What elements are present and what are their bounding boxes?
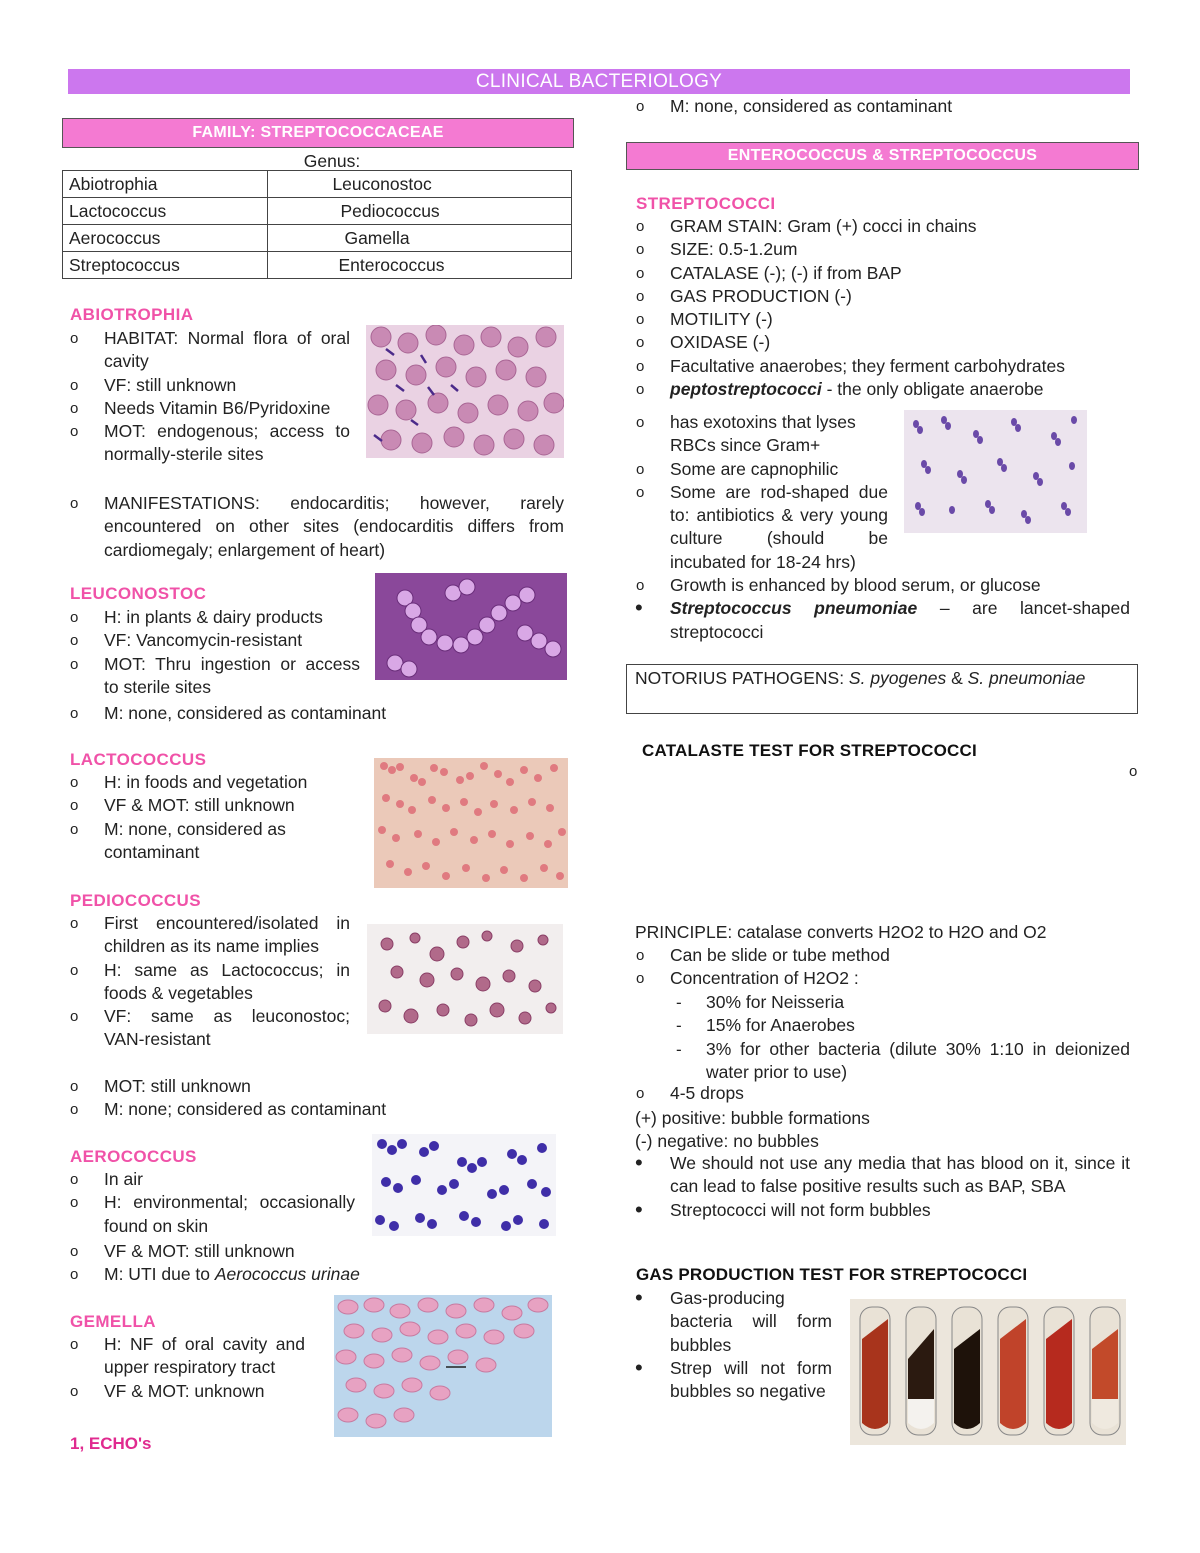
list-item: o VF: still unknown bbox=[68, 374, 350, 397]
list-item: o VF & MOT: unknown bbox=[68, 1380, 305, 1403]
list-item: o VF: Vancomycin-resistant bbox=[68, 629, 360, 652]
pediococcus-title: PEDIOCOCCUS bbox=[70, 891, 201, 910]
micrograph-image bbox=[366, 325, 564, 458]
leuconostoc-title: LEUCONOSTOC bbox=[70, 584, 207, 603]
streptococci-list bbox=[634, 215, 1130, 401]
peptostreptococci-term: peptostreptococci bbox=[670, 379, 822, 400]
abiotrophia-list bbox=[68, 327, 350, 467]
genus-cell: Lactococcus bbox=[63, 198, 268, 225]
genus-label: Genus: bbox=[303, 151, 361, 171]
list-item: - 30% for Neisseria bbox=[670, 991, 1130, 1014]
list-item: o M: none, considered as contaminant bbox=[68, 702, 488, 725]
list-item: - 15% for Anaerobes bbox=[670, 1014, 1130, 1037]
gemella-list bbox=[68, 1333, 305, 1403]
streptococci-list-2 bbox=[634, 411, 888, 574]
list-item: o M: none, considered as contaminant bbox=[68, 818, 348, 865]
list-item: o MOT: Thru ingestion or access to sterile sites bbox=[68, 653, 360, 700]
list-item: o Can be slide or tube method bbox=[634, 944, 1130, 967]
footer-note: 1, ECHO's bbox=[70, 1434, 152, 1453]
table-row bbox=[63, 198, 572, 225]
list-item: o HABITAT: Normal flora of oral cavity bbox=[68, 327, 350, 374]
list-item: o VF & MOT: still unknown bbox=[68, 794, 348, 817]
list-item: o MOT: still unknown bbox=[68, 1075, 488, 1098]
list-item: o Some are rod-shaped due to: antibiotics & very young culture (should be incubated for 18-24 hrs) bbox=[634, 481, 888, 574]
list-item: o VF: same as leuconostoc; VAN-resistant bbox=[68, 1005, 350, 1052]
genus-cell: Pediococcus bbox=[268, 198, 572, 225]
list-item: o GAS PRODUCTION (-) bbox=[634, 285, 1130, 308]
list-item: o SIZE: 0.5-1.2um bbox=[634, 238, 1130, 261]
catalase-negative: (-) negative: no bubbles bbox=[635, 1131, 819, 1151]
catalase-bullets bbox=[634, 1152, 1130, 1222]
genus-cell: Abiotrophia bbox=[63, 171, 268, 198]
pediococcus-list-2 bbox=[68, 1075, 488, 1122]
list-item: • We should not use any media that has blood on it, since it can lead to false positive results such as BAP, SBA bbox=[634, 1152, 1130, 1199]
enterococcus-streptococcus-header: ENTEROCOCCUS & STREPTOCOCCUS bbox=[626, 142, 1139, 170]
list-item: o GRAM STAIN: Gram (+) cocci in chains bbox=[634, 215, 1130, 238]
list-item: o Needs Vitamin B6/Pyridoxine bbox=[68, 397, 350, 420]
streptococci-micrograph bbox=[904, 410, 1087, 533]
micrograph-image bbox=[367, 924, 563, 1034]
catalase-drops bbox=[634, 1082, 1130, 1105]
aerococcus-list bbox=[68, 1168, 355, 1238]
gas-bullets bbox=[634, 1287, 832, 1403]
lactococcus-list bbox=[68, 771, 348, 864]
list-item: o M: none; considered as contaminant bbox=[68, 1098, 488, 1121]
aerococcus-m-text: M: UTI due to bbox=[104, 1264, 215, 1285]
leuconostoc-list-2 bbox=[68, 702, 488, 725]
list-item: o In air bbox=[68, 1168, 355, 1191]
micrograph-image bbox=[334, 1295, 552, 1437]
catalase-title: CATALASTE TEST FOR STREPTOCOCCI bbox=[642, 741, 977, 760]
list-item: o H: in foods and vegetation bbox=[68, 771, 348, 794]
tubes-image bbox=[850, 1299, 1126, 1445]
catalase-principle: PRINCIPLE: catalase converts H2O2 to H2O and O2 bbox=[635, 922, 1047, 942]
list-item: o First encountered/isolated in children as its name implies bbox=[68, 912, 350, 959]
list-item: o H: same as Lactococcus; in foods & vegetables bbox=[68, 959, 350, 1006]
genus-cell: Gamella bbox=[268, 225, 572, 252]
genus-cell: Streptococcus bbox=[63, 252, 268, 279]
aerococcus-species: Aerococcus urinae bbox=[214, 1264, 360, 1285]
list-item bbox=[68, 1263, 488, 1286]
catalase-positive: (+) positive: bubble formations bbox=[635, 1108, 870, 1128]
micrograph-image bbox=[374, 758, 568, 888]
list-item: • Streptococci will not form bubbles bbox=[634, 1199, 1130, 1222]
lactococcus-title: LACTOCOCCUS bbox=[70, 750, 207, 769]
list-item: o H: environmental; occasionally found on skin bbox=[68, 1191, 355, 1238]
genus-cell: Aerococcus bbox=[63, 225, 268, 252]
streptococci-list-3 bbox=[634, 574, 1130, 644]
abiotrophia-title: ABIOTROPHIA bbox=[70, 305, 194, 324]
list-item: o OXIDASE (-) bbox=[634, 331, 1130, 354]
pneumoniae-term: Streptococcus pneumoniae bbox=[670, 598, 918, 619]
list-item: o 4-5 drops bbox=[634, 1082, 1130, 1105]
list-item: o Some are capnophilic bbox=[634, 458, 888, 481]
list-item: o Facultative anaerobes; they ferment carbohydrates bbox=[634, 355, 1130, 378]
streptococci-title: STREPTOCOCCI bbox=[636, 194, 776, 213]
table-row bbox=[63, 225, 572, 252]
list-item: o MANIFESTATIONS: endocarditis; however, rarely encountered on other sites (endocarditis differs from cardiomegaly; enlargement of heart) bbox=[68, 492, 564, 562]
leuconostoc-micrograph bbox=[375, 573, 567, 680]
abiotrophia-micrograph bbox=[366, 325, 564, 458]
concentration-list bbox=[670, 991, 1130, 1084]
list-item: o H: in plants & dairy products bbox=[68, 606, 360, 629]
list-item: o M: none, considered as contaminant bbox=[634, 95, 1134, 118]
abiotrophia-list-2 bbox=[68, 492, 564, 562]
notorious-label: NOTORIUS PATHOGENS: bbox=[635, 668, 849, 688]
catalase-list bbox=[634, 944, 1130, 991]
pediococcus-list bbox=[68, 912, 350, 1052]
family-header: FAMILY: STREPTOCOCCACEAE bbox=[62, 118, 574, 148]
gemella-title: GEMELLA bbox=[70, 1312, 156, 1331]
list-item: o Concentration of H2O2 : bbox=[634, 967, 1130, 990]
list-item bbox=[634, 378, 1130, 401]
gas-test-title: GAS PRODUCTION TEST FOR STREPTOCOCCI bbox=[636, 1265, 1028, 1284]
pediococcus-micrograph bbox=[367, 924, 563, 1034]
list-item: • Strep will not form bubbles so negative bbox=[634, 1357, 832, 1404]
micrograph-image bbox=[372, 1134, 556, 1236]
gas-test-tubes-photo bbox=[850, 1299, 1126, 1445]
pathogen-pneumoniae: S. pneumoniae bbox=[967, 668, 1086, 688]
table-row bbox=[63, 252, 572, 279]
list-item: o has exotoxins that lyses RBCs since Gram+ bbox=[634, 411, 888, 458]
genus-table bbox=[62, 170, 572, 279]
list-item: o H: NF of oral cavity and upper respiratory tract bbox=[68, 1333, 305, 1380]
micrograph-image bbox=[375, 573, 567, 680]
notorious-pathogens-box bbox=[626, 664, 1138, 714]
peptostreptococci-desc: - the only obligate anaerobe bbox=[821, 379, 1044, 400]
lactococcus-micrograph bbox=[374, 758, 568, 888]
list-item: o MOTILITY (-) bbox=[634, 308, 1130, 331]
list-item bbox=[634, 597, 1130, 644]
pathogen-pyogenes: S. pyogenes bbox=[848, 668, 947, 688]
micrograph-image bbox=[904, 410, 1087, 533]
notorious-and: & bbox=[946, 668, 968, 688]
genus-cell: Enterococcus bbox=[268, 252, 572, 279]
list-item: o CATALASE (-); (-) if from BAP bbox=[634, 262, 1130, 285]
list-item: o Growth is enhanced by blood serum, or glucose bbox=[634, 574, 1130, 597]
aerococcus-micrograph bbox=[372, 1134, 556, 1236]
empty-bullet: o bbox=[1129, 763, 1138, 780]
aerococcus-title: AEROCOCCUS bbox=[70, 1147, 197, 1166]
genus-cell: Leuconostoc bbox=[268, 171, 572, 198]
pneumoniae-desc: – are lancet-shaped streptococci bbox=[670, 598, 1130, 642]
gemella-micrograph bbox=[334, 1295, 552, 1437]
leuconostoc-list bbox=[68, 606, 360, 699]
list-item: o MOT: endogenous; access to normally-sterile sites bbox=[68, 420, 350, 467]
table-row bbox=[63, 171, 572, 198]
list-item: • Gas-producing bacteria will form bubbles bbox=[634, 1287, 832, 1357]
continued-list bbox=[634, 95, 1134, 118]
list-item: o VF & MOT: still unknown bbox=[68, 1240, 488, 1263]
aerococcus-list-2 bbox=[68, 1240, 488, 1287]
page-banner: CLINICAL BACTERIOLOGY bbox=[68, 69, 1130, 94]
list-item: - 3% for other bacteria (dilute 30% 1:10 in deionized water prior to use) bbox=[670, 1038, 1130, 1085]
